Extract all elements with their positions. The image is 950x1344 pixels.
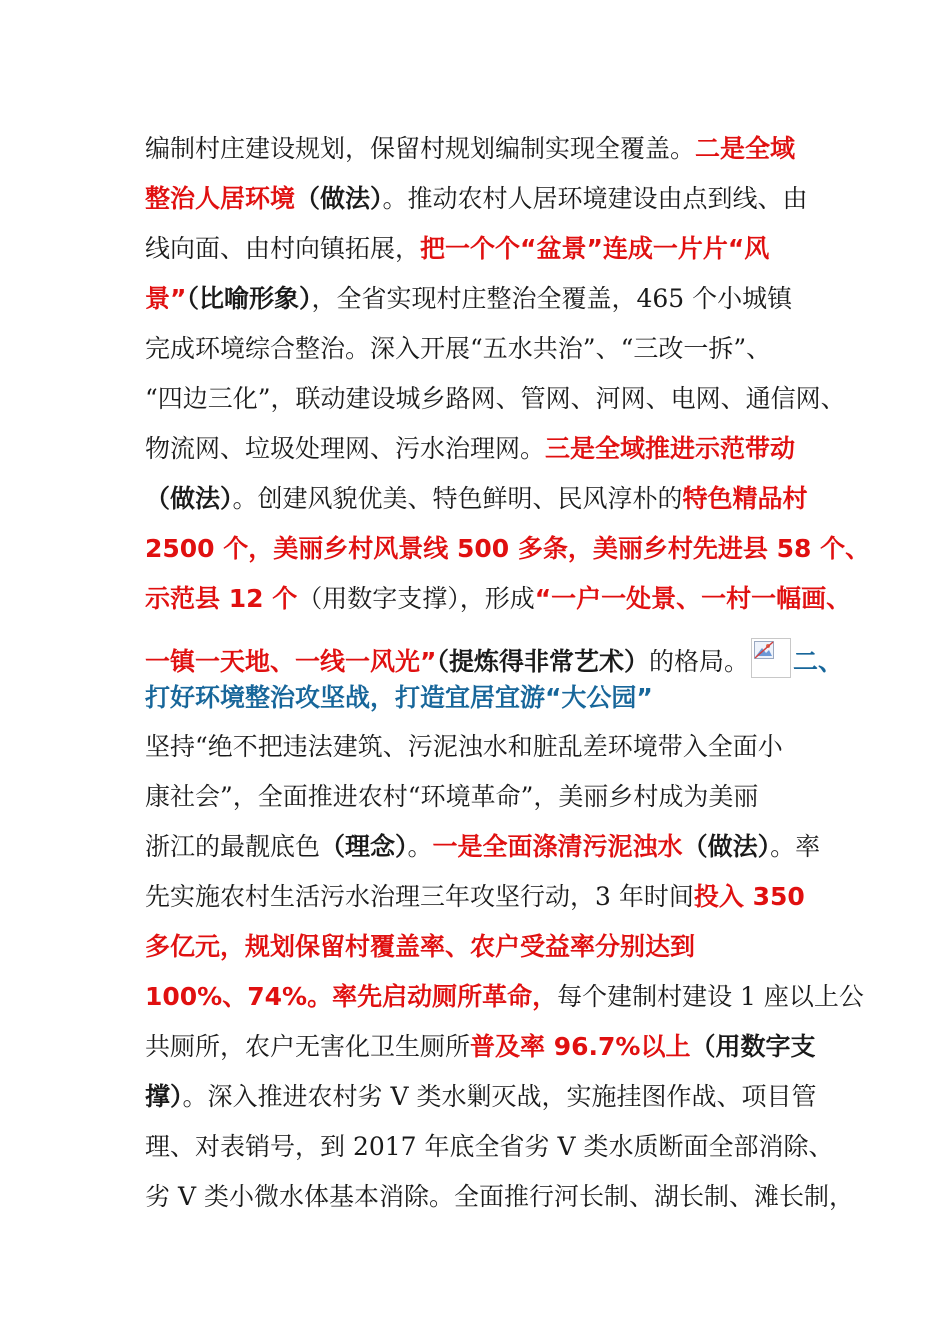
highlight-text: 2500 个，美丽乡村风景线 500 多条，美丽乡村先进县 58 个、 [145, 534, 871, 563]
text-line [145, 233, 769, 265]
annotation-text: （提炼得非常艺术） [436, 647, 649, 676]
text-line [145, 283, 792, 315]
body-text: ，全省实现村庄整治全覆盖，465 个小城镇 [311, 284, 793, 313]
highlight-text: 整治人居环境 [145, 184, 296, 213]
annotation-text: 撑） [145, 1082, 183, 1111]
text-line [145, 383, 846, 415]
body-text: 理、对表销号，到 2017 年底全省劣 V 类水质断面全部消除、 [145, 1132, 834, 1161]
text-line [145, 1131, 833, 1163]
annotation-text: （用数字支撑） [297, 584, 460, 613]
highlight-text: 三是全域推进示范带动 [545, 434, 796, 463]
highlight-text: 景” [145, 284, 187, 313]
text-line [145, 133, 795, 165]
annotation-text: （用数字支 [690, 1032, 816, 1061]
text-line [145, 433, 795, 465]
highlight-text: 特色精品村 [682, 484, 808, 513]
body-text: 的格局。 [648, 647, 749, 676]
annotation-text: （理念） [320, 832, 408, 861]
body-text: 共厕所，农户无害化卫生厕所 [145, 1032, 471, 1061]
highlight-text: 投入 350 [693, 882, 805, 911]
highlight-text: “一户一处景、一村一幅画、 [534, 584, 852, 613]
annotation-text: （做法） [295, 184, 383, 213]
body-text: 。推动农村人居环境建设由点到线、由 [382, 184, 808, 213]
body-text: 线向面、由村向镇拓展， [145, 234, 421, 263]
text-line [145, 682, 653, 714]
text-line [145, 931, 695, 963]
annotation-text: （做法） [145, 484, 233, 513]
text-line [145, 831, 820, 863]
text-line [145, 1081, 816, 1113]
text-line [145, 781, 758, 813]
body-text: 坚持“绝不把违法建筑、污泥浊水和脏乱差环境带入全面小 [145, 732, 783, 761]
body-text: 。 [407, 832, 433, 861]
annotation-text: （做法） [682, 832, 771, 861]
highlight-text: 二是全域 [695, 134, 796, 163]
text-line [145, 583, 851, 615]
body-text: 。率 [770, 832, 821, 861]
body-text: 。创建风貌优美、特色鲜明、民风淳朴的 [232, 484, 683, 513]
highlight-text: 一是全面涤清污泥浊水 [432, 832, 683, 861]
highlight-text: 一镇一天地、一线一风光” [145, 647, 437, 676]
body-text: 劣 V 类小微水体基本消除。全面推行河长制、湖长制、滩长制， [145, 1182, 854, 1211]
body-text: 康社会”，全面推进农村“环境革命”，美丽乡村成为美丽 [145, 782, 759, 811]
section-heading: 打好环境整治攻坚战，打造宜居宜游“大公园” [145, 683, 653, 712]
text-line [145, 533, 870, 565]
body-text: ，形成 [459, 584, 535, 613]
body-text: 编制村庄建设规划，保留村规划编制实现全覆盖。 [145, 134, 696, 163]
body-text: 浙江的最靓底色 [145, 832, 321, 861]
body-text: 先实施农村生活污水治理三年攻坚行动，3 年时间 [145, 882, 694, 911]
text-line [145, 981, 864, 1013]
text-line [145, 881, 805, 913]
highlight-text: 100%、74%。率先启动厕所革命， [145, 982, 558, 1011]
text-line [145, 638, 843, 676]
text-line [145, 1181, 854, 1213]
highlight-text: 把一个个“盆景”连成一片片“风 [420, 234, 770, 263]
text-line [145, 483, 808, 515]
text-line [145, 183, 808, 215]
highlight-text: 示范县 12 个 [145, 584, 298, 613]
annotation-text: （比喻形象） [186, 284, 312, 313]
body-text: “四边三化”，联动建设城乡路网、管网、河网、电网、通信网、 [145, 384, 846, 413]
highlight-text: 多亿元，规划保留村覆盖率、农户受益率分别达到 [145, 932, 696, 961]
text-line [145, 333, 771, 365]
section-heading: 二、 [792, 647, 843, 676]
body-text: 。深入推进农村劣 V 类水剿灭战，实施挂图作战、项目管 [182, 1082, 817, 1111]
text-line [145, 731, 783, 763]
text-line [145, 1031, 815, 1063]
highlight-text: 普及率 96.7%以上 [470, 1032, 691, 1061]
broken-image-icon [751, 638, 791, 678]
body-text: 每个建制村建设 1 座以上公 [557, 982, 864, 1011]
body-text: 完成环境综合整治。深入开展“五水共治”、“三改一拆”、 [145, 334, 772, 363]
body-text: 物流网、垃圾处理网、污水治理网。 [145, 434, 546, 463]
